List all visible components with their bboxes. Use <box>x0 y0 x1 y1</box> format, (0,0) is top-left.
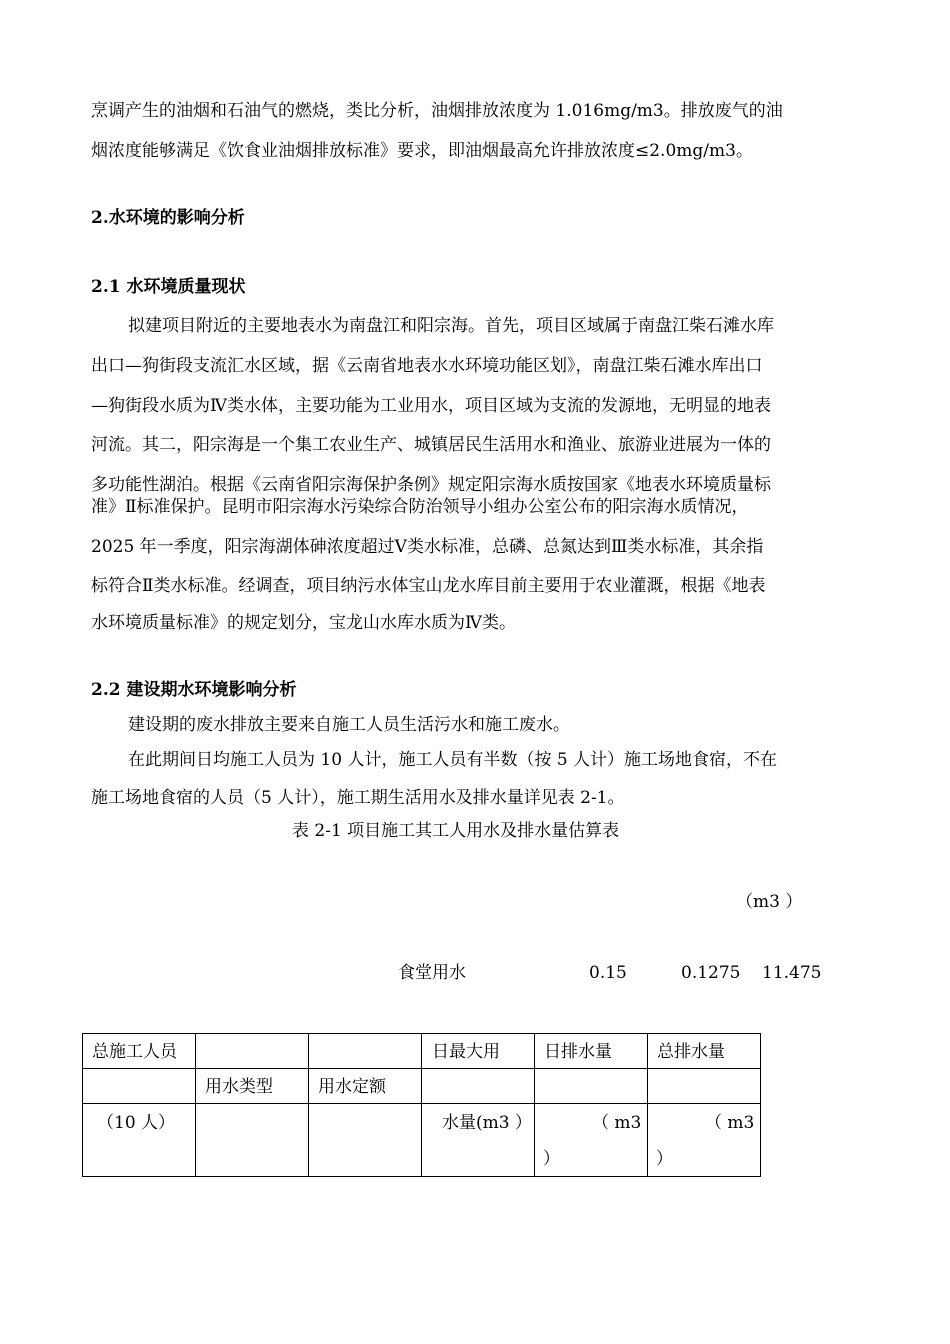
unit-label: （ m3 <box>592 1113 642 1133</box>
unit-label-close: ） <box>656 1149 673 1169</box>
header-water-unit: 水量(m3 ） <box>442 1113 532 1133</box>
paragraph-line: 多功能性湖泊。根据《云南省阳宗海保护条例》规定阳宗海水质按国家《地表水环境质量标 <box>91 475 771 495</box>
water-quota-cell: 0.15 <box>589 963 627 983</box>
table-cell <box>83 1034 196 1069</box>
paragraph-line: 出口—狗街段支流汇水区域，据《云南省地表水水环境功能区划》，南盘江柴石滩水库出口 <box>91 356 763 376</box>
paragraph-line: 施工场地食宿的人员（5 人计），施工期生活用水及排水量详见表 2-1。 <box>91 788 625 808</box>
table-cell <box>535 1069 648 1104</box>
unit-label: （ m3 <box>705 1113 755 1133</box>
table-cell <box>309 1104 422 1177</box>
table-cell <box>196 1034 309 1069</box>
table-row <box>83 1104 761 1177</box>
paragraph-line: 河流。其二，阳宗海是一个集工农业生产、城镇居民生活用水和渔业、旅游业进展为一体的 <box>91 435 771 455</box>
total-discharge-cell: 11.475 <box>762 963 822 983</box>
paragraph-line: 烹调产生的油烟和石油气的燃烧，类比分析，油烟排放浓度为 1.016mg/m3。排放废气的油 <box>91 101 783 121</box>
subsection-heading: 2.1 水环境质量现状 <box>91 277 246 297</box>
section-heading: 2.水环境的影响分析 <box>91 208 245 228</box>
table-cell <box>83 1104 196 1177</box>
table-unit: （m3 ） <box>736 892 803 912</box>
paragraph-line: 2025 年一季度，阳宗海湖体砷浓度超过Ⅴ类水标准，总磷、总氮达到Ⅲ类水标准，其余指 <box>91 537 764 557</box>
table-cell <box>648 1069 761 1104</box>
daily-discharge-cell: 0.1275 <box>681 963 741 983</box>
table-cell <box>648 1034 761 1069</box>
table-caption: 表 2-1 项目施工其工人用水及排水量估算表 <box>292 821 620 841</box>
table-cell <box>309 1034 422 1069</box>
header-total-workers: 总施工人员 <box>92 1042 177 1062</box>
table-cell <box>535 1034 648 1069</box>
table-cell <box>648 1104 761 1177</box>
header-daily-discharge: 日排水量 <box>544 1042 612 1062</box>
table-cell <box>422 1034 535 1069</box>
table-row <box>83 1069 761 1104</box>
table-cell <box>83 1069 196 1104</box>
paragraph-line: 烟浓度能够满足《饮食业油烟排放标准》要求，即油烟最高允许排放浓度≤2.0mg/m3。 <box>91 141 753 161</box>
worker-count: （10 人） <box>97 1113 176 1133</box>
paragraph-line: —狗街段水质为Ⅳ类水体，主要功能为工业用水，项目区域为支流的发源地，无明显的地表 <box>91 396 771 416</box>
header-daily-max-use: 日最大用 <box>432 1042 500 1062</box>
header-water-type: 用水类型 <box>205 1077 273 1097</box>
table-cell <box>535 1104 648 1177</box>
paragraph-line: 拟建项目附近的主要地表水为南盘江和阳宗海。首先，项目区域属于南盘江柴石滩水库 <box>128 316 774 336</box>
table-cell <box>309 1069 422 1104</box>
paragraph-line: 在此期间日均施工人员为 10 人计，施工人员有半数（按 5 人计）施工场地食宿，不在 <box>128 750 778 770</box>
table-cell <box>422 1104 535 1177</box>
paragraph-line: 建设期的废水排放主要来自施工人员生活污水和施工废水。 <box>128 715 570 735</box>
subsection-heading: 2.2 建设期水环境影响分析 <box>91 680 297 700</box>
header-total-discharge: 总排水量 <box>657 1042 725 1062</box>
water-usage-table <box>82 1033 761 1177</box>
paragraph-line: 水环境质量标准》的规定划分，宝龙山水库水质为Ⅳ类。 <box>91 613 516 633</box>
table-row <box>83 1034 761 1069</box>
paragraph-line: 标符合Ⅱ类水标准。经调查，项目纳污水体宝山龙水库目前主要用于农业灌溉，根据《地表 <box>91 576 766 596</box>
table-cell <box>196 1104 309 1177</box>
paragraph-line: 准》Ⅱ标准保护。昆明市阳宗海水污染综合防治领导小组办公室公布的阳宗海水质情况， <box>91 497 749 517</box>
water-type-cell: 食堂用水 <box>398 963 466 983</box>
table-cell <box>196 1069 309 1104</box>
header-water-quota: 用水定额 <box>318 1077 386 1097</box>
unit-label-close: ） <box>543 1149 560 1169</box>
table-cell <box>422 1069 535 1104</box>
